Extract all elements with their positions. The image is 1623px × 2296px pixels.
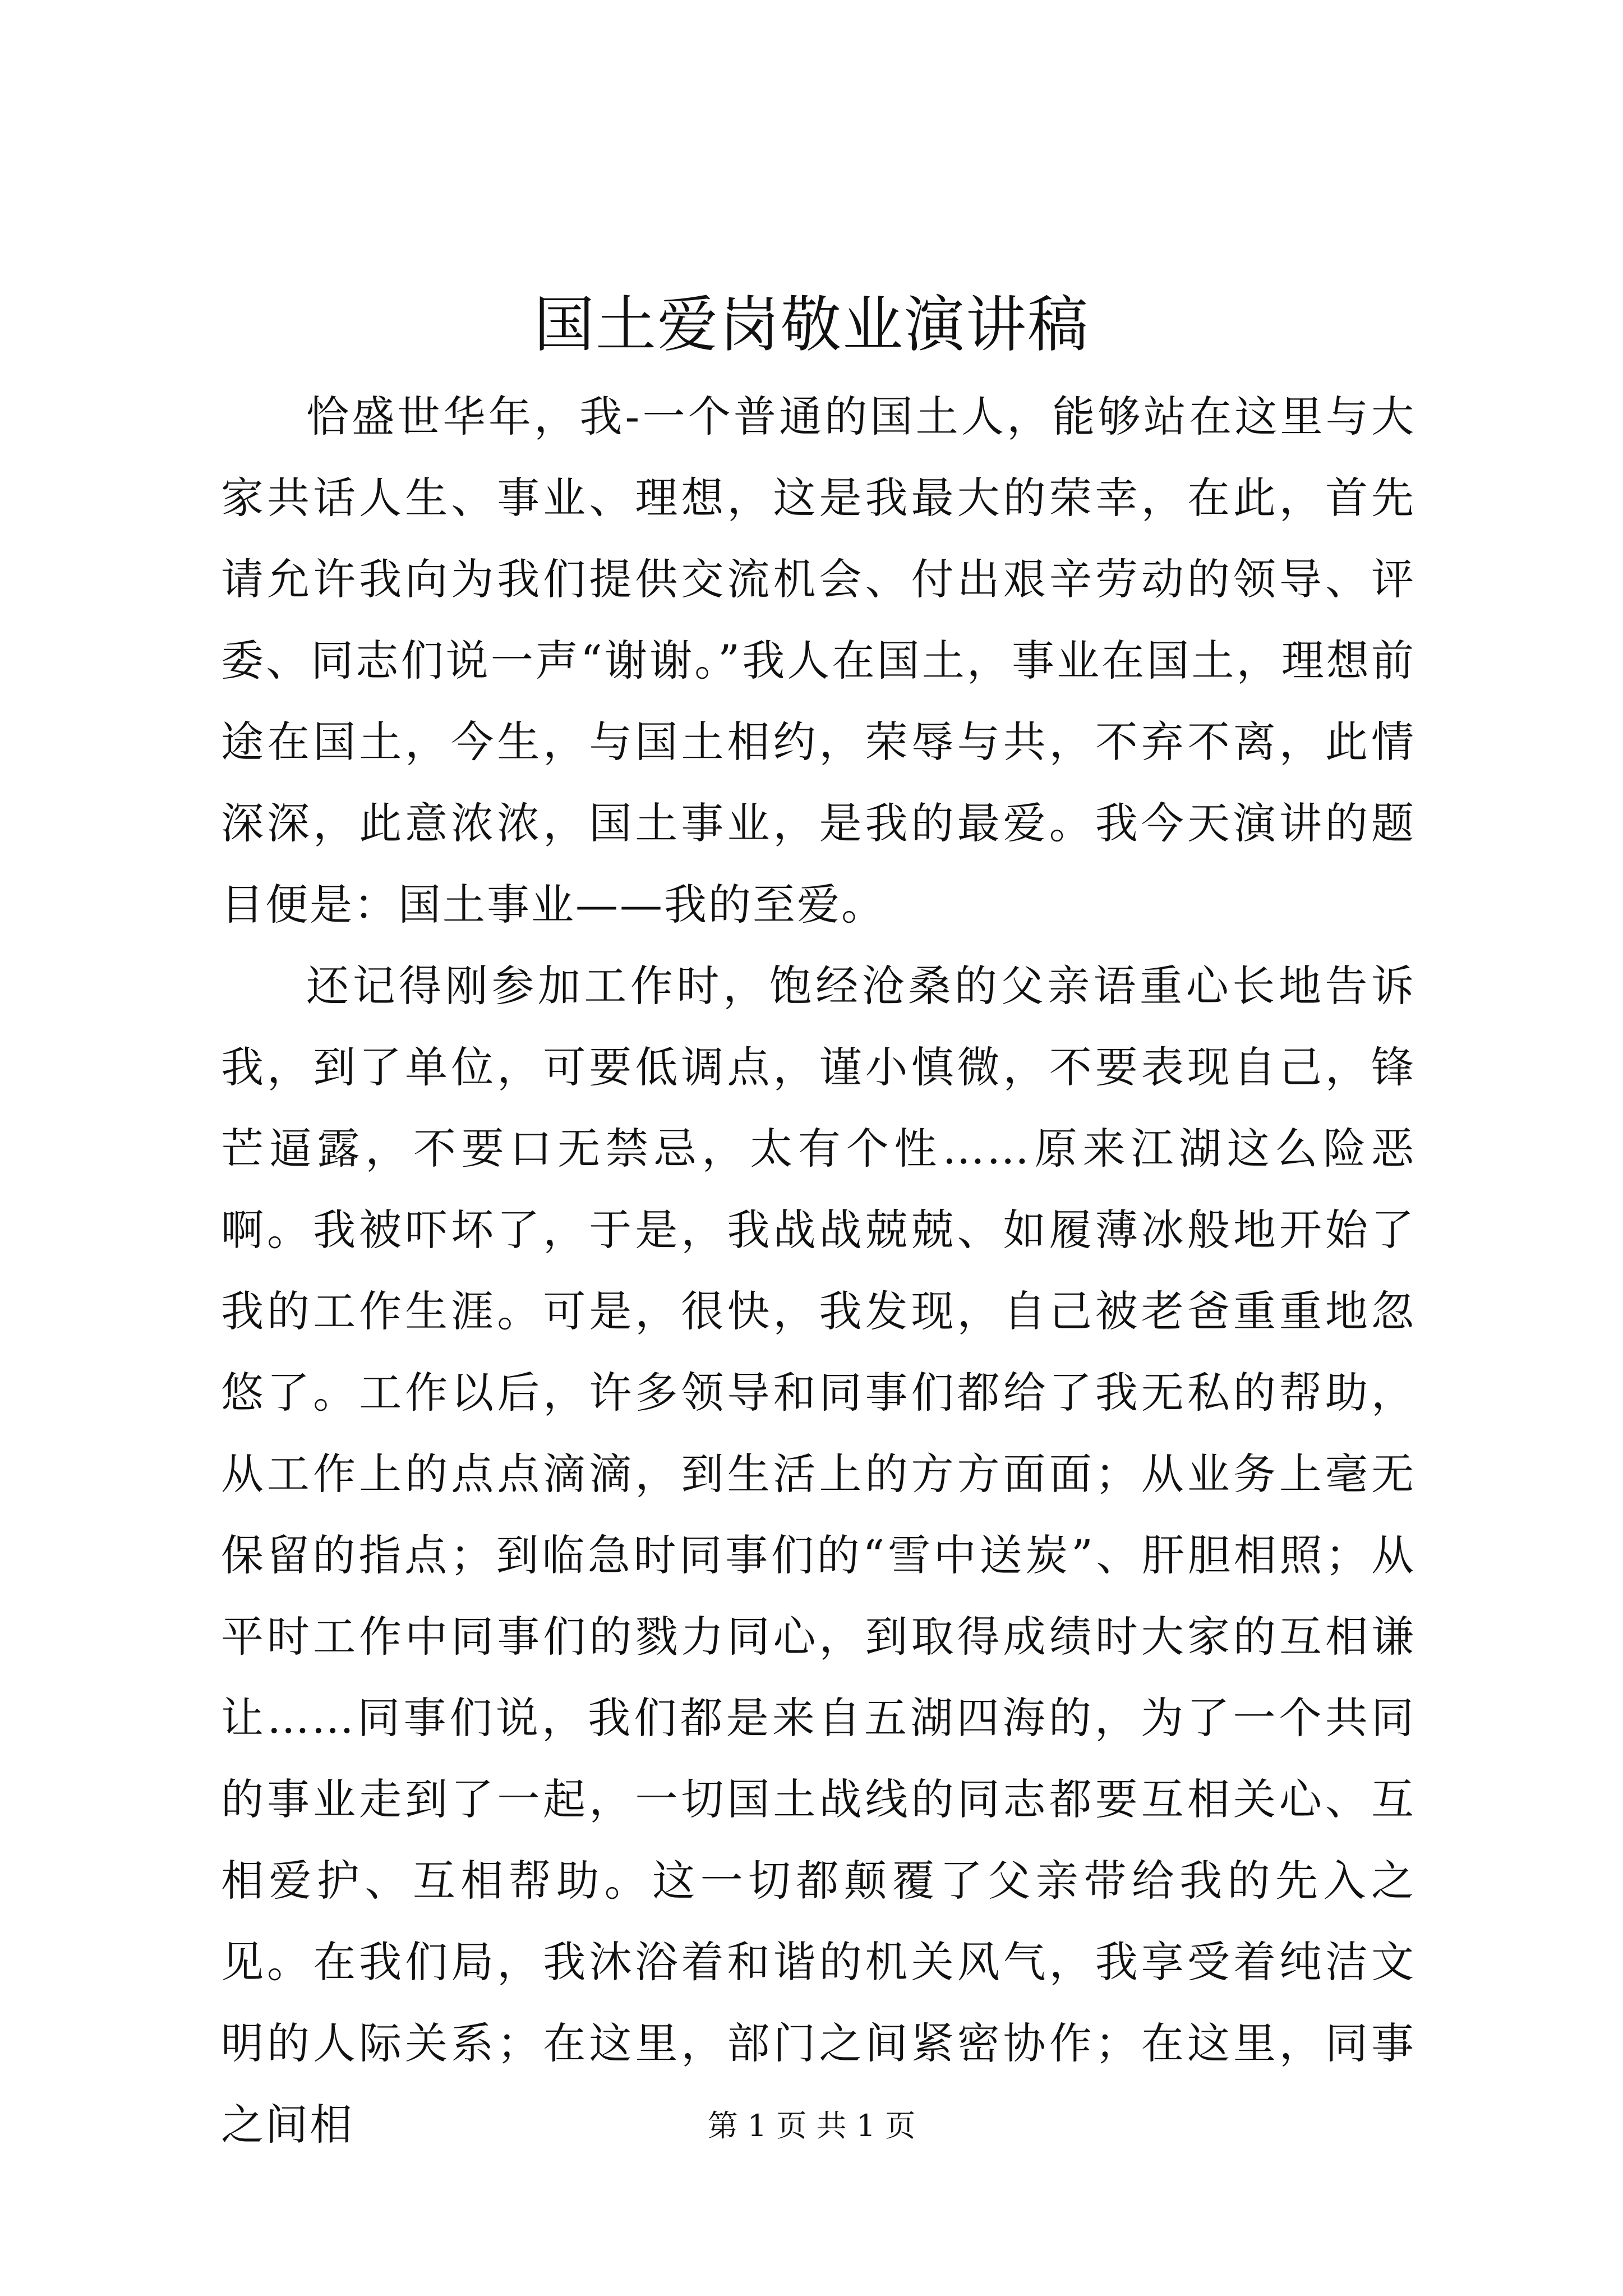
paragraph-1: 恰盛世华年，我-一个普通的国土人，能够站在这里与大家共话人生、事业、理想，这是我最大的荣幸，在此，首先请允许我向为我们提供交流机会、付出艰辛劳动的领导、评委、同志们说一声“谢谢。”我人在国土，事业在国土，理想前途在国土，今生，与国土相约，荣辱与共，不弃不离，此情深深，此意浓浓，国土事业，是我的最爱。我今天演讲的题目便是：国土事业——我的至爱。 [221, 392, 1415, 930]
page-footer: 第 1 页 共 1 页 [707, 2108, 916, 2143]
page-title: 国土爱岗敬业演讲稿 [533, 290, 1089, 360]
paragraph-2: 还记得刚参加工作时，饱经沧桑的父亲语重心长地告诉我，到了单位，可要低调点，谨小慎微，不要表现自己，锋芒逼露，不要口无禁忌，太有个性……原来江湖这么险恶啊。我被吓坏了，于是，我战战兢兢、如履薄冰般地开始了我的工作生涯。可是，很快，我发现，自己被老爸重重地忽悠了。工作以后，许多领导和同事们都给了我无私的帮助，从工作上的点点滴滴，到生活上的方方面面；从业务上毫无保留的指点；到临急时同事们的“雪中送炭”、肝胆相照；从平时工作中同事们的戮力同心，到取得成绩时大家的互相谦让……同事们说，我们都是来自五湖四海的，为了一个共同的事业走到了一起，一切国土战线的同志都要互相关心、互相爱护、互相帮助。这一切都颠覆了父亲带给我的先入之见。在我们局，我沐浴着和谐的机关风气，我享受着纯洁文明的人际关系；在这里，部门之间紧密协作；在这里，同事之间相 [221, 961, 1415, 2150]
document-body [221, 376, 1415, 2165]
